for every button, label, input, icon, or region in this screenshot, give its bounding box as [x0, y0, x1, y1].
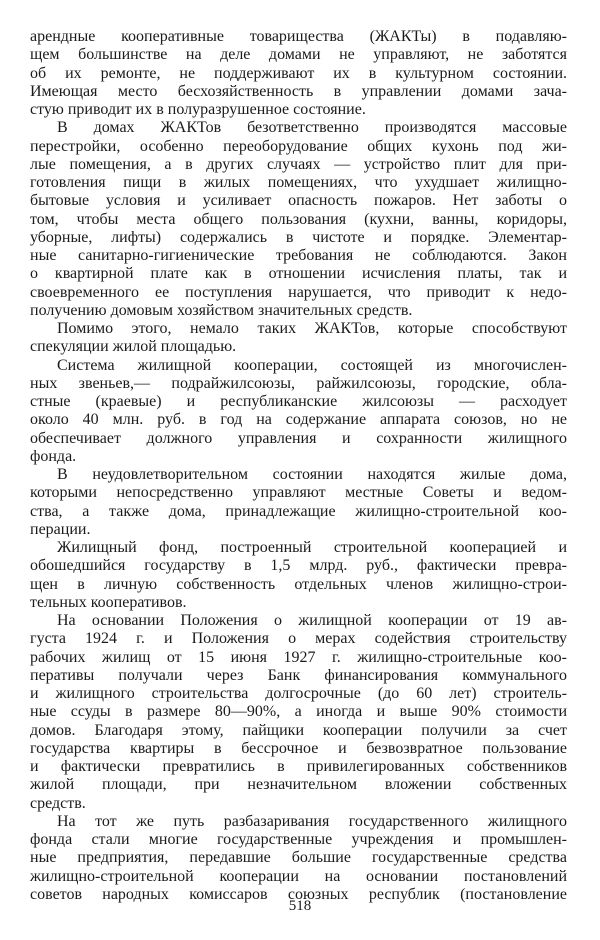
text-line: тельных кооперативов. — [30, 593, 187, 611]
text-line: обошедшийся государству в 1,5 млрд. руб., фактически превра- — [30, 557, 567, 575]
paragraph — [30, 119, 567, 320]
text-line: стные (краевые) и республиканские жилсоюзы — расходует — [30, 393, 567, 410]
paragraph — [30, 466, 567, 539]
text-line: своевременного ее поступления нарушается, что приводит к недо- — [30, 283, 567, 301]
text-line: ные предприятия, передавшие большие государственные средства — [30, 849, 567, 867]
paragraph — [30, 28, 567, 119]
text-line: щен в личную собственность отдельных членов жилищно-строи- — [30, 575, 567, 593]
text-line: рабочих жилищ от 15 июня 1927 г. жилищно-строительные коо- — [30, 648, 567, 666]
text-line: густа 1924 г. и Положения о мерах содействия строительству — [30, 630, 567, 648]
text-line: щем большинстве на деле домами не управляют, не заботятся — [30, 46, 567, 64]
text-line: около 40 млн. руб. в год на содержание аппарата союзов, но не — [30, 411, 567, 429]
text-line: В неудовлетворительном состоянии находятся жилые дома, — [57, 466, 567, 483]
text-line: перации. — [30, 520, 91, 538]
text-line: домов. Благодаря этому, пайщики кооперации получили за счет — [30, 721, 567, 739]
paragraph — [30, 813, 567, 904]
paragraph — [30, 612, 567, 813]
text-line: Система жилищной кооперации, состоящей из многочислен- — [57, 356, 567, 374]
text-line: На тот же путь разбазаривания государственного жилищного — [57, 812, 567, 830]
text-line: государства квартиры в бессрочное и безвозвратное пользование — [30, 739, 567, 757]
text-line: На основании Положения о жилищной кооперации от 19 ав- — [57, 612, 567, 629]
text-line: том, чтобы места общего пользования (кухни, ванны, коридоры, — [30, 210, 567, 228]
text-line: жилищно-строительной кооперации на основании постановлений — [30, 867, 567, 885]
page-number: 518 — [288, 898, 312, 914]
text-line: спекуляции жилой площадью. — [30, 338, 237, 356]
paragraph — [30, 357, 567, 467]
page-body — [30, 28, 567, 904]
text-line: ные ссуды в размере 80—90%, а иногда и выше 90% стоимости — [30, 703, 567, 721]
text-line: фонда стали многие государственные учреждения и промышлен- — [30, 831, 567, 848]
text-line: перативы получали через Банк финансирования коммунального — [30, 666, 567, 684]
paragraph — [30, 539, 567, 612]
text-line: жилой площади, при незначительном вложении собственных — [30, 776, 567, 794]
text-line: лые помещения, а в других случаях — устройство плит для при- — [30, 155, 567, 173]
text-line: бытовые условия и усиливает опасность пожаров. Нет заботы о — [30, 192, 567, 210]
text-line: советов народных комиссаров союзных республик (постановление — [30, 885, 567, 903]
text-line: обеспечивает должного управления и сохранности жилищного — [30, 429, 567, 447]
text-line: ных звеньев,— подрайжилсоюзы, райжилсоюзы, городские, обла- — [30, 374, 567, 392]
text-line: Жилищный фонд, построенный строительной кооперацией и — [57, 539, 567, 556]
text-line: перестройки, особенно переоборудование общих кухонь под жи- — [30, 137, 567, 155]
text-line: готовления пищи в жилых помещениях, что ухудшает жилищно- — [30, 174, 567, 191]
text-line: ные санитарно-гигиенические требования не соблюдаются. Закон — [30, 247, 567, 264]
text-line: ства, а также дома, принадлежащие жилищно-строительной коо- — [30, 502, 567, 520]
text-line: Помимо этого, немало таких ЖАКТов, которые способствуют — [57, 320, 567, 337]
text-line: об их ремонте, не поддерживают их в культурном состоянии. — [30, 64, 567, 82]
text-line: и жилищного строительства долгосрочные (до 60 лет) строитель- — [30, 685, 567, 702]
text-line: уборные, лифты) содержались в чистоте и порядке. Элементар- — [30, 228, 567, 246]
text-line: средств. — [30, 794, 86, 812]
text-line: о квартирной плате как в отношении исчисления платы, так и — [30, 265, 567, 283]
text-line: В домах ЖАКТов безответственно производятся массовые — [57, 119, 567, 137]
text-line: Имеющая место бесхозяйственность в управлении домами зача- — [30, 82, 567, 100]
text-line: арендные кооперативные товарищества (ЖАКТы) в подавляю- — [30, 28, 567, 45]
text-line: и фактически превратились в привилегированных собственников — [30, 758, 567, 775]
text-line: которыми непосредственно управляют местные Советы и ведом- — [30, 484, 567, 502]
paragraph — [30, 320, 567, 357]
text-line: получению домовым хозяйством значительных средств. — [30, 301, 413, 319]
text-line: фонда. — [30, 447, 77, 465]
text-line: стую приводит их в полуразрушенное состояние. — [30, 101, 366, 118]
